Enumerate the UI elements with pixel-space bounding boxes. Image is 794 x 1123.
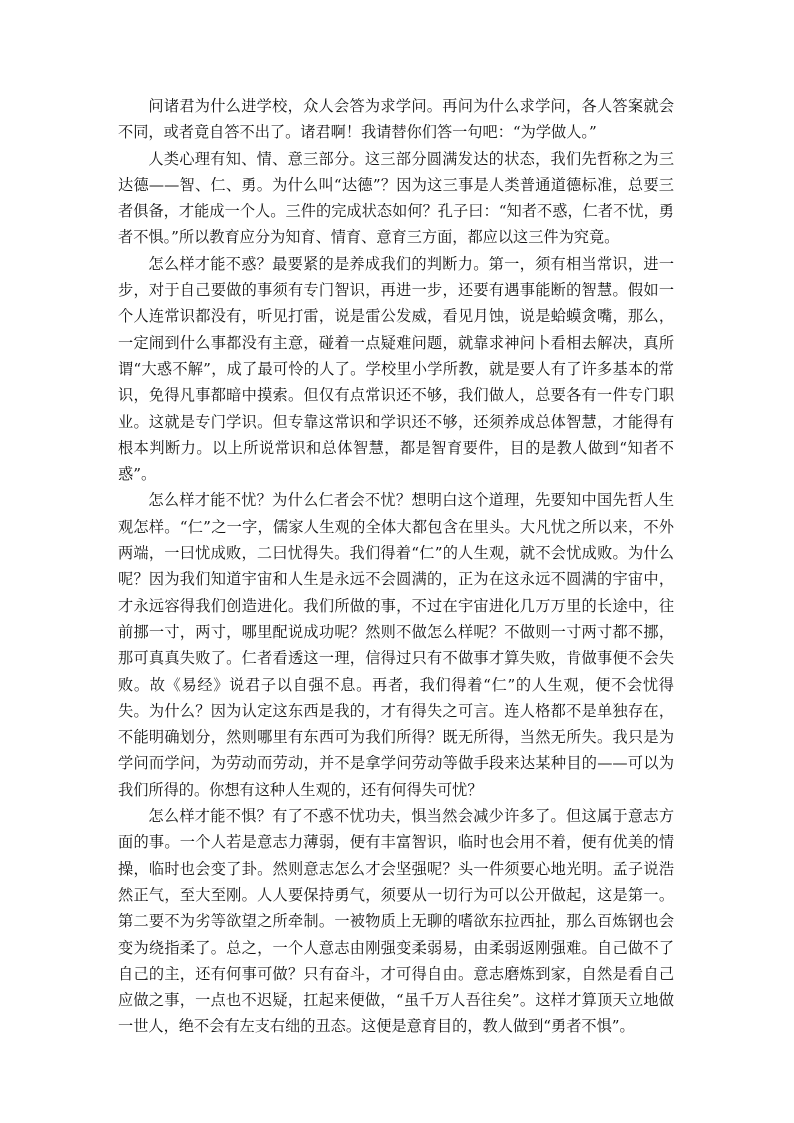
document-body bbox=[118, 93, 674, 1040]
paragraph-benevolence: 怎么样才能不忧？为什么仁者会不忧？想明白这个道理，先要知中国先哲人生观怎样。“仁”之一字，儒家人生观的全体大都包含在里头。大凡忧之所以来，不外两端，一曰忧成败，二曰忧得失。我们得着“仁”的人生观，就不会忧成败。为什么呢？因为我们知道宇宙和人生是永远不会圆满的，正为在这永远不圆满的宇宙中，才永远容得我们创造进化。我们所做的事，不过在宇宙进化几万万里的长途中，往前挪一寸，两寸，哪里配说成功呢？然则不做怎么样呢？不做则一寸两寸都不挪，那可真真失败了。仁者看透这一理，信得过只有不做事才算失败，肯做事便不会失败。故《易经》说君子以自强不息。再者，我们得着“仁”的人生观，便不会忧得失。为什么？因为认定这东西是我的，才有得失之可言。连人格都不是单独存在，不能明确划分，然则哪里有东西可为我们所得？既无所得，当然无所失。我只是为学问而学问，为劳动而劳动，并不是拿学问劳动等做手段来达某种目的——可以为我们所得的。你想有这种人生观的，还有何得失可忧？ bbox=[118, 491, 674, 799]
paragraph-wisdom: 怎么样才能不惑？最要紧的是养成我们的判断力。第一，须有相当常识，进一步，对于自己要做的事须有专门智识，再进一步，还要有遇事能断的智慧。假如一个人连常识都没有，听见打雷，说是雷公发威，看见月蚀，说是蛤蟆贪嘴，那么，一定闹到什么事都没有主意，碰着一点疑难问题，就靠求神问卜看相去解决，真所谓“大惑不解”，成了最可怜的人了。学校里小学所教，就是要人有了许多基本的常识，免得凡事都暗中摸索。但仅有点常识还不够，我们做人，总要各有一件专门职业。这就是专门学识。但专靠这常识和学识还不够，还须养成总体智慧，才能得有根本判断力。以上所说常识和总体智慧，都是智育要件，目的是教人做到“知者不惑”。 bbox=[118, 254, 674, 484]
paragraph-courage: 怎么样才能不惧？有了不惑不忧功夫，惧当然会减少许多了。但这属于意志方面的事。一个人若是意志力薄弱，便有丰富智识，临时也会用不着，便有优美的情操，临时也会变了卦。然则意志怎么才会坚强呢？头一件须要心地光明。孟子说浩然正气，至大至刚。人人要保持勇气，须要从一切行为可以公开做起，这是第一。第二要不为劣等欲望之所牵制。一被物质上无聊的嗜欲东拉西扯，那么百炼钢也会变为绕指柔了。总之，一个人意志由刚强变柔弱易，由柔弱返刚强难。自己做不了自己的主，还有何事可做？只有奋斗，才可得自由。意志磨炼到家，自然是看自己应做之事，一点也不迟疑，扛起来便做，“虽千万人吾往矣”。这样才算顶天立地做一世人，绝不会有左支右绌的丑态。这便是意育目的，教人做到“勇者不惧”。 bbox=[118, 807, 674, 1036]
paragraph-intro: 问诸君为什么进学校，众人会答为求学问。再问为什么求学问，各人答案就会不同，或者竟自答不出了。诸君啊！我请替你们答一句吧：“为学做人。” bbox=[118, 97, 674, 142]
paragraph-three-virtues: 人类心理有知、情、意三部分。这三部分圆满发达的状态，我们先哲称之为三达德——智、仁、勇。为什么叫“达德”？因为这三事是人类普通道德标准，总要三者俱备，才能成一个人。三件的完成状态如何？孔子曰：“知者不惑，仁者不忧，勇者不惧。”所以教育应分为知育、情育、意育三方面，都应以这三件为究竟。 bbox=[118, 149, 674, 247]
